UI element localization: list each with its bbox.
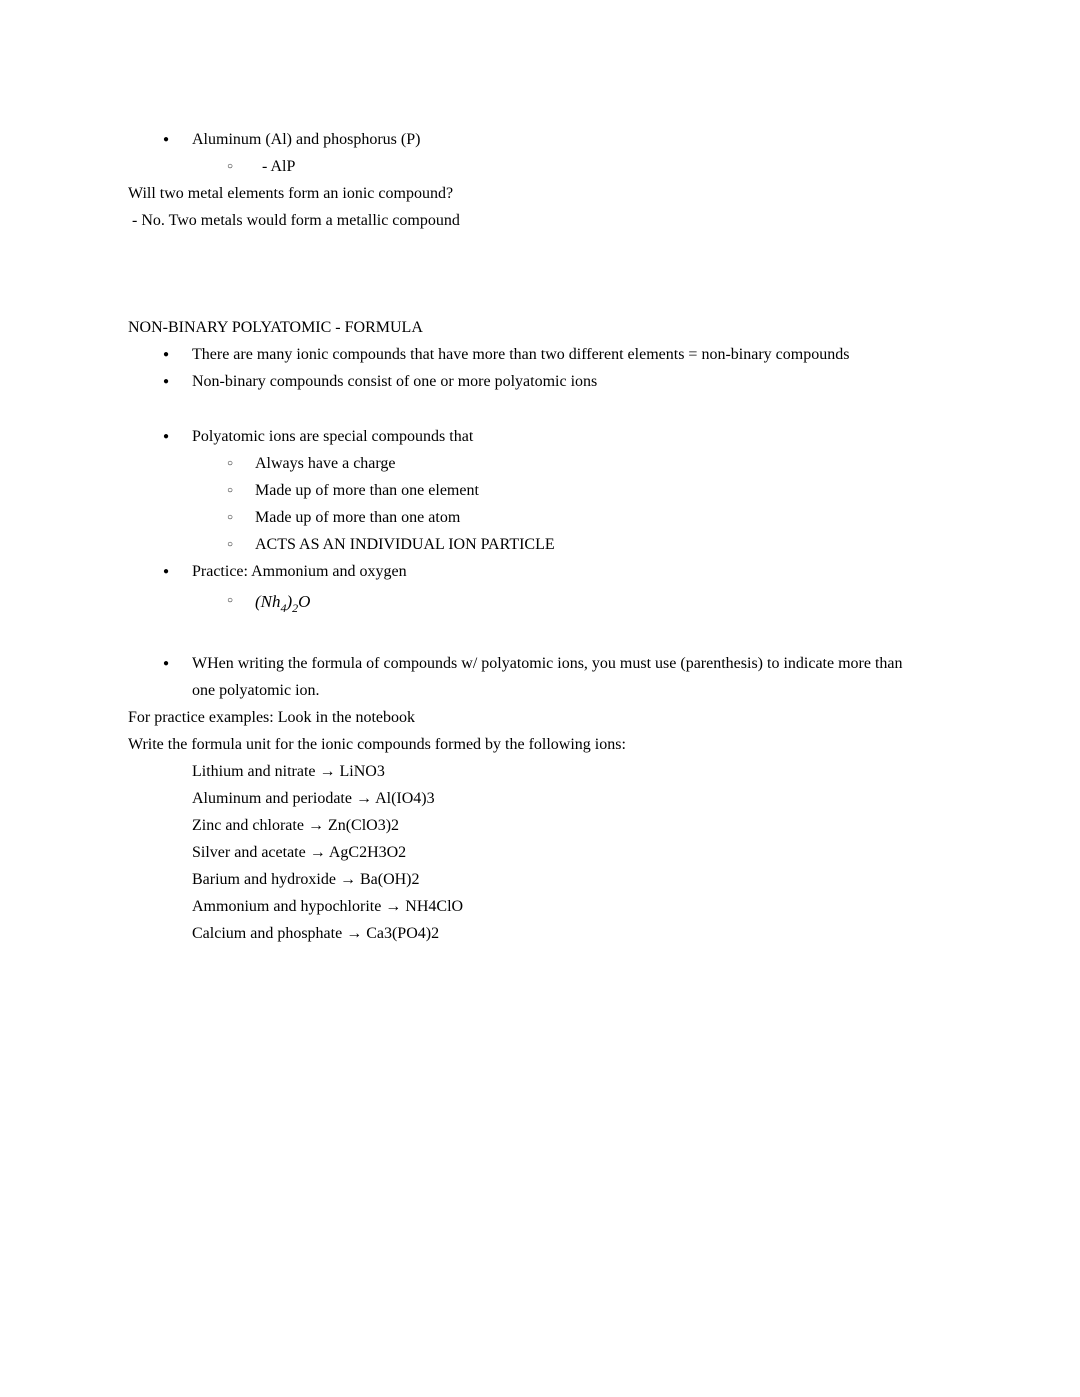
list-item (163, 341, 960, 368)
bullet-icon: ● (163, 134, 170, 145)
answer-line: - No. Two metals would form a metallic compound (132, 212, 460, 229)
instruction-line: Write the formula unit for the ionic compounds formed by the following ions: (128, 736, 626, 753)
circle-bullet-icon: ○ (227, 485, 234, 496)
formula-result-line: Barium and hydroxide → Ba(OH)2 (192, 871, 420, 888)
list-item-text: Non-binary compounds consist of one or more polyatomic ions (192, 373, 598, 390)
formula-part: ) (286, 592, 293, 611)
sub-list-item (227, 153, 960, 180)
list-item-text: Aluminum (Al) and phosphorus (P) (192, 131, 421, 148)
list-item (163, 423, 960, 450)
formula-subscript: 2 (292, 601, 299, 615)
list-item (163, 368, 960, 395)
bullet-icon: ● (163, 431, 170, 442)
sub-list-item-text: Made up of more than one element (255, 482, 479, 499)
bullet-icon: ● (163, 376, 170, 387)
list-item-text: WHen writing the formula of compounds w/ polyatomic ions, you must use (parenthesis) to indicate more than one polyatomic ion. (192, 655, 903, 699)
bullet-icon: ● (163, 658, 170, 669)
sub-list-item-text: ACTS AS AN INDIVIDUAL ION PARTICLE (255, 536, 555, 553)
sub-list-item-text: Made up of more than one atom (255, 509, 461, 526)
sub-list-item-text: Always have a charge (255, 455, 396, 472)
list-item (163, 558, 960, 585)
formula-result-line: Calcium and phosphate → Ca3(PO4)2 (192, 925, 440, 942)
chemical-formula (255, 587, 310, 618)
bullet-icon: ● (163, 566, 170, 577)
sub-list-item (227, 504, 960, 531)
list-item (163, 650, 960, 704)
circle-bullet-icon: ○ (227, 512, 234, 523)
list-item-text: There are many ionic compounds that have more than two different elements = non-binary compounds (192, 346, 850, 363)
circle-bullet-icon: ○ (227, 458, 234, 469)
formula-result-line: Silver and acetate → AgC2H3O2 (192, 844, 407, 861)
formula-result-line: Ammonium and hypochlorite → NH4ClO (192, 898, 464, 915)
formula-part: O (298, 592, 311, 611)
question-line: Will two metal elements form an ionic compound? (128, 185, 454, 202)
sub-list-item (227, 450, 960, 477)
formula-part: (Nh (255, 592, 281, 611)
formula-result-line: Lithium and nitrate → LiNO3 (192, 763, 385, 780)
sub-list-item (227, 587, 960, 618)
formula-subscript: 4 (280, 601, 287, 615)
sub-list-item (227, 477, 960, 504)
sub-list-item (227, 531, 960, 558)
sub-list-item-text: - AlP (262, 158, 296, 175)
list-item-text: Polyatomic ions are special compounds that (192, 428, 474, 445)
formula-result-line: Aluminum and periodate → Al(IO4)3 (192, 790, 435, 807)
circle-bullet-icon: ○ (227, 595, 234, 606)
bullet-icon: ● (163, 349, 170, 360)
circle-bullet-icon: ○ (227, 161, 234, 172)
formula-result-line: Zinc and chlorate → Zn(ClO3)2 (192, 817, 400, 834)
circle-bullet-icon: ○ (227, 539, 234, 550)
list-item-text: Practice: Ammonium and oxygen (192, 563, 407, 580)
list-item (163, 126, 960, 153)
formula-results (192, 758, 960, 947)
note-line: For practice examples: Look in the notebook (128, 709, 416, 726)
section-heading: NON-BINARY POLYATOMIC - FORMULA (128, 319, 423, 336)
